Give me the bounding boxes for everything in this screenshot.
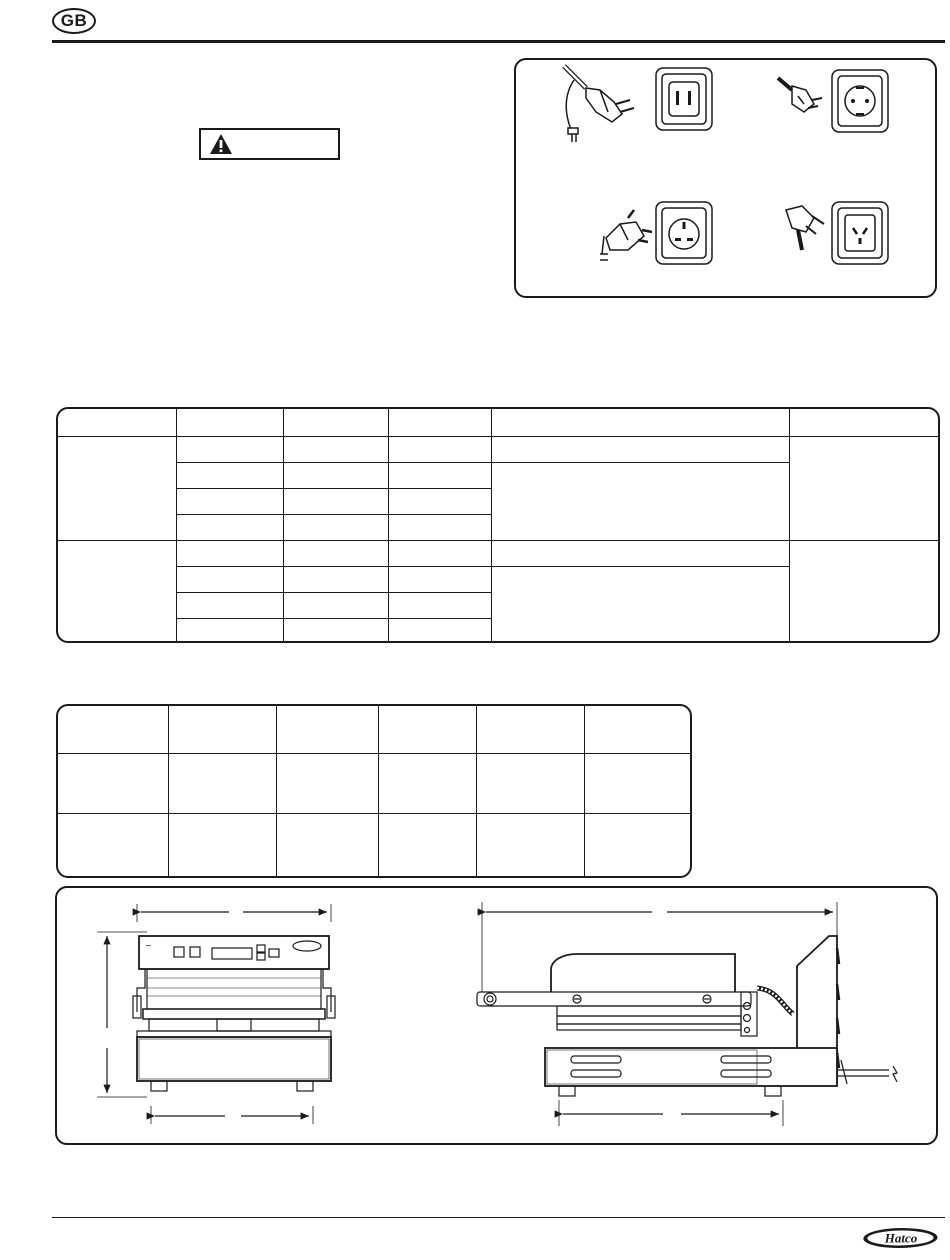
hatco-logo xyxy=(862,1226,940,1250)
header-rule xyxy=(52,40,945,43)
front-view-drawing xyxy=(97,904,335,1124)
side-view-drawing xyxy=(477,902,897,1126)
language-badge xyxy=(52,8,96,34)
warning-box xyxy=(199,128,340,160)
hatco-logo-text: Hatco xyxy=(884,1230,918,1246)
schuko-plug-icon xyxy=(778,78,822,112)
electrical-spec-table xyxy=(56,407,940,643)
uk-socket-icon xyxy=(656,202,712,264)
nema-socket-icon xyxy=(656,68,712,130)
warning-triangle-icon xyxy=(209,133,233,155)
uk-plug-icon xyxy=(600,210,652,260)
footer-rule xyxy=(52,1217,945,1218)
schuko-socket-icon xyxy=(832,70,888,132)
au-plug-icon xyxy=(786,206,824,250)
au-socket-icon xyxy=(832,202,888,264)
language-badge-text: GB xyxy=(60,11,88,30)
plug-configuration-panel xyxy=(514,58,937,298)
front-panel-brand-mark: ∼ xyxy=(145,941,152,950)
dimensions-table xyxy=(56,704,692,878)
nema-plug-icon xyxy=(564,66,634,142)
dimension-drawing-panel xyxy=(55,886,938,1145)
